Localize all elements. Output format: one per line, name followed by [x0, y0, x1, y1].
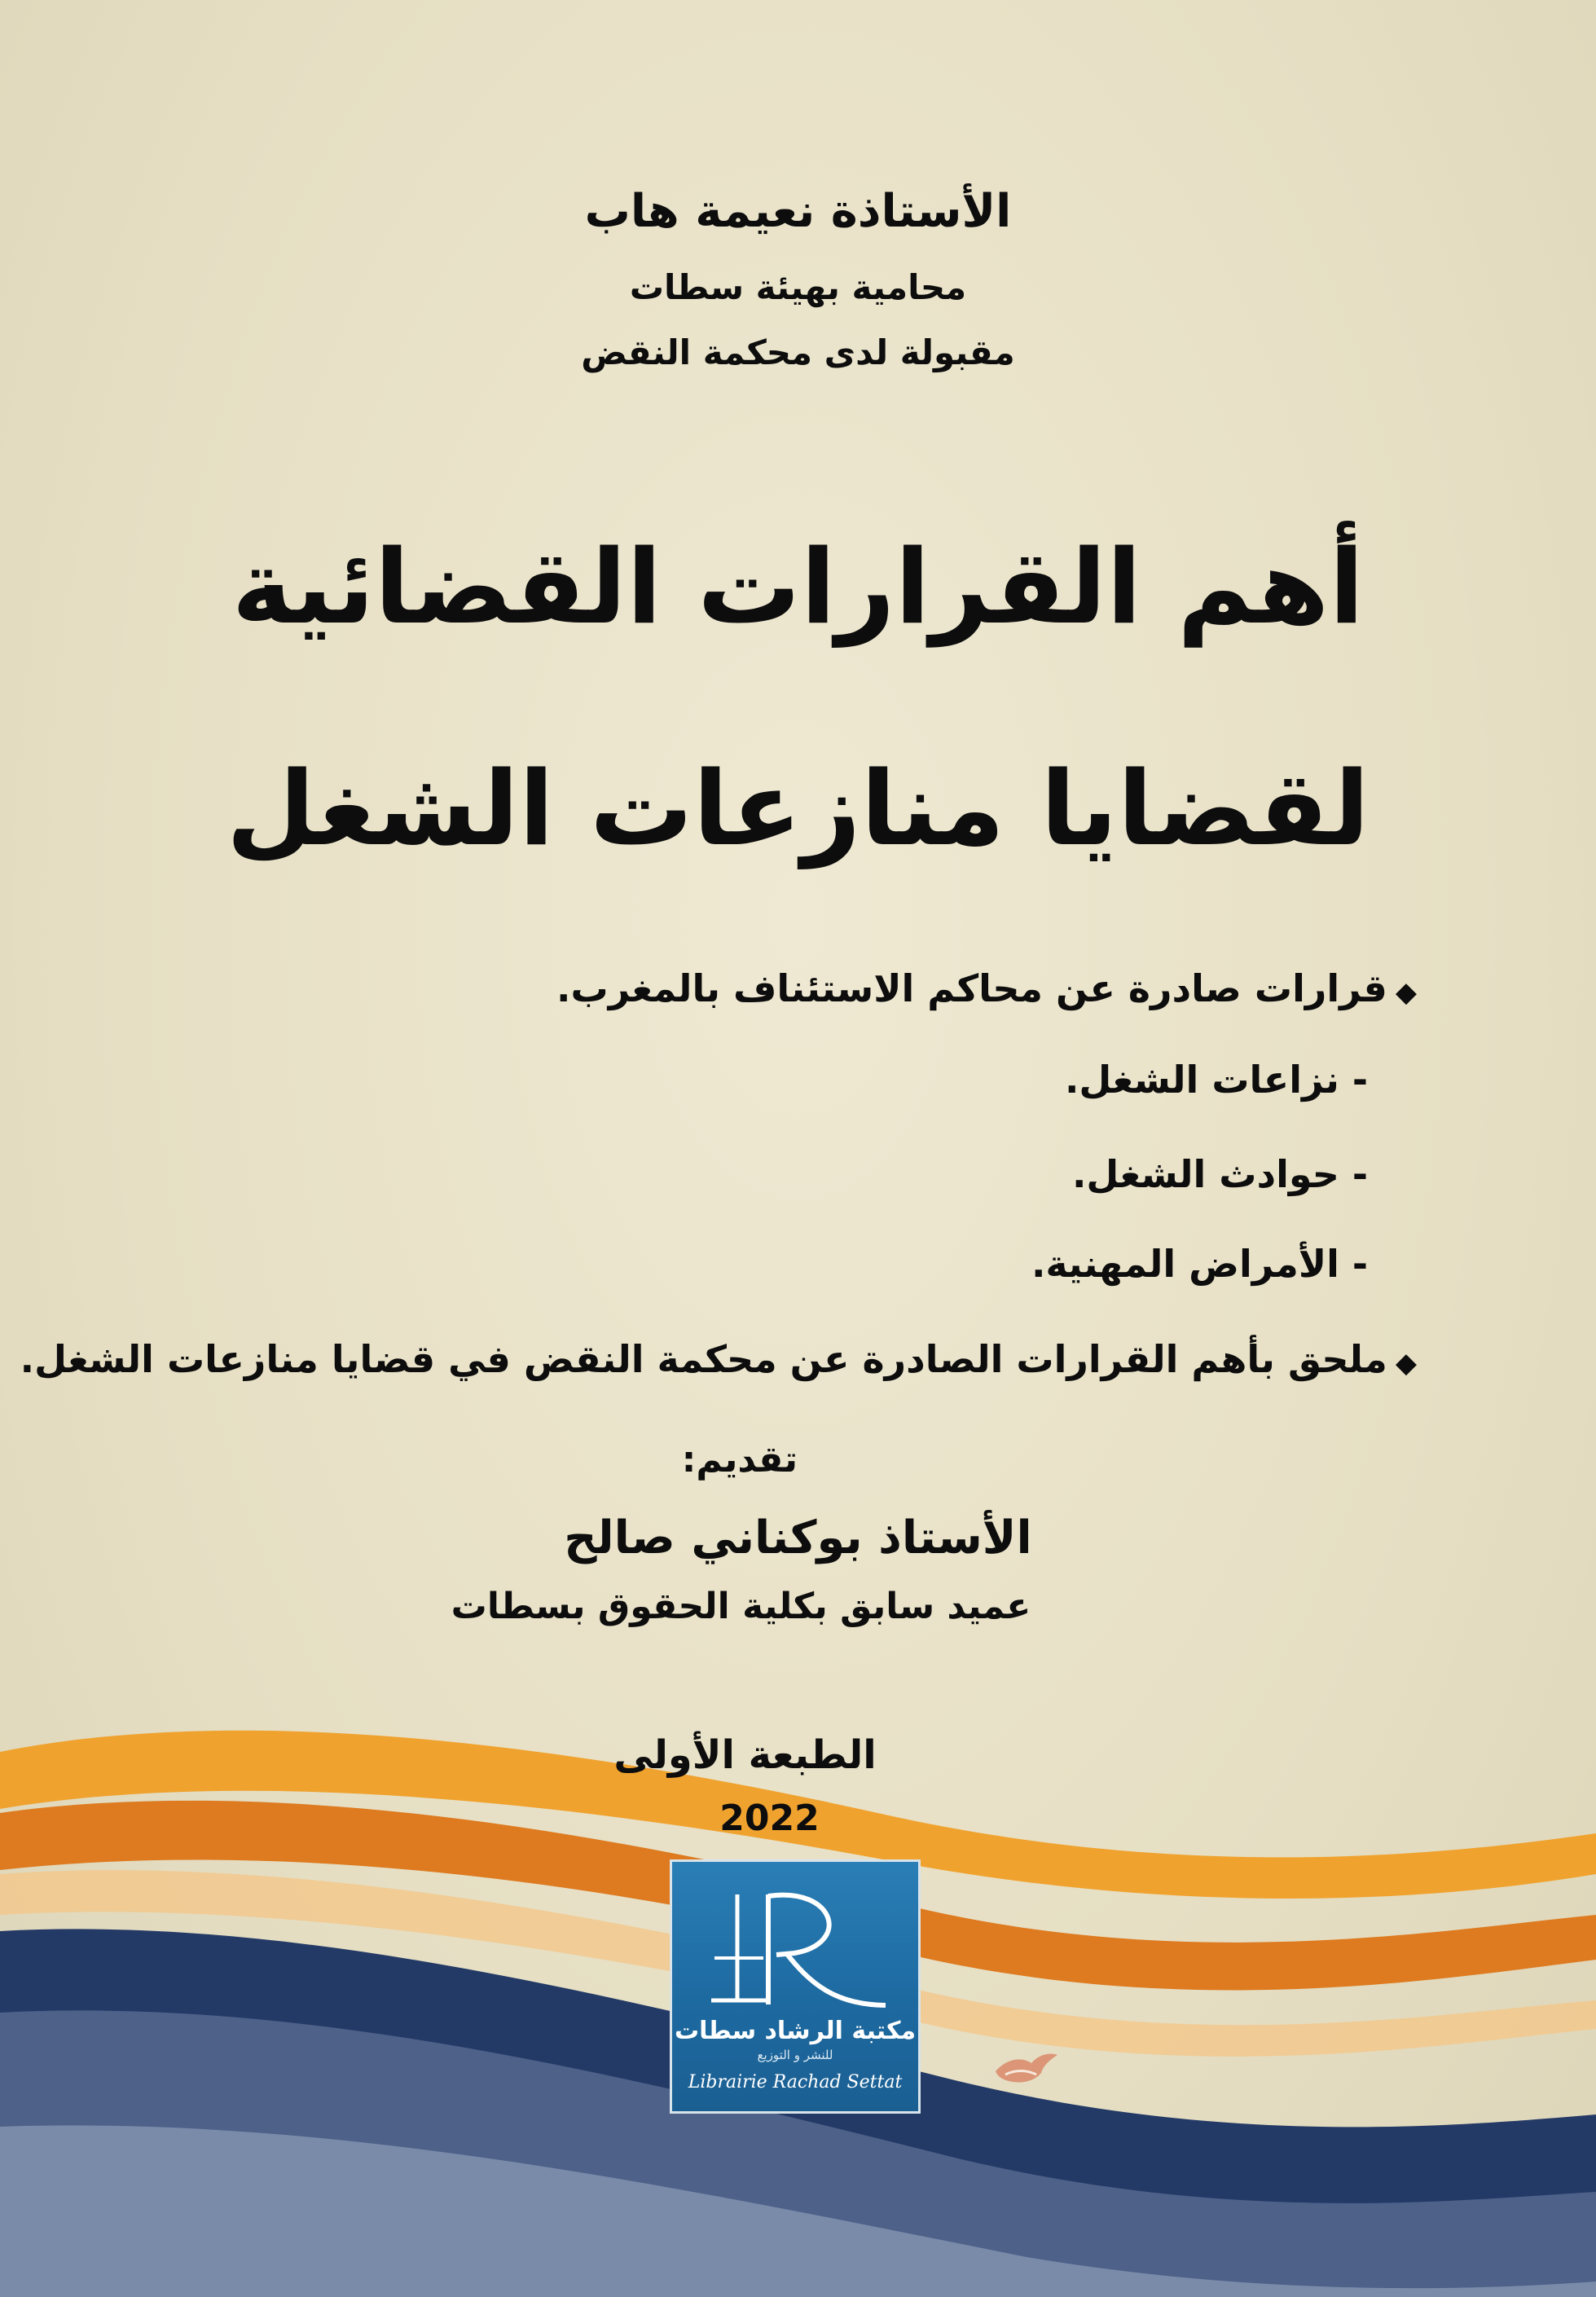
edition-label: الطبعة الأولى	[613, 1732, 877, 1778]
author-role-line2: مقبولة لدى محكمة النقض	[581, 332, 1015, 372]
contents-bullet-1	[556, 966, 1417, 1010]
contents-sub-item: - الأمراض المهنية.	[1031, 1242, 1368, 1286]
contents-bullet-2	[20, 1337, 1417, 1381]
presenter-name: الأستاذ بوكناني صالح	[564, 1512, 1032, 1564]
presenter-role: عميد سابق بكلية الحقوق بسطات	[451, 1586, 1031, 1627]
contents-bullet-2-text: ملحق بأهم القرارات الصادرة عن محكمة النقض في قضايا منازعات الشغل.	[20, 1337, 1387, 1381]
book-title-line2: لقضايا منازعات الشغل	[226, 749, 1370, 869]
diamond-bullet-icon: ◆	[1395, 1347, 1417, 1380]
contents-sub-item: - حوادث الشغل.	[1071, 1152, 1368, 1196]
bird-emblem-icon	[989, 2044, 1062, 2092]
publisher-logo	[670, 1859, 921, 2114]
contents-bullet-1-text: قرارات صادرة عن محاكم الاستئناف بالمغرب.	[556, 966, 1387, 1010]
book-title-line1: أهم القرارات القضائية	[231, 527, 1365, 647]
publisher-name-ar: مكتبة الرشاد سطات	[674, 2017, 917, 2045]
edition-year: 2022	[719, 1798, 820, 1839]
publisher-name-fr: Librairie Rachad Settat	[688, 2072, 903, 2092]
author-role-line1: محامية بهيئة سطات	[629, 267, 967, 307]
presentation-label: تقديم:	[681, 1439, 798, 1481]
author-name: الأستاذة نعيمة هاب	[584, 185, 1012, 238]
diamond-bullet-icon: ◆	[1395, 976, 1417, 1009]
contents-sub-item: - نزاعات الشغل.	[1064, 1058, 1368, 1102]
publisher-tagline-ar: للنشر و التوزيع	[757, 2048, 833, 2062]
